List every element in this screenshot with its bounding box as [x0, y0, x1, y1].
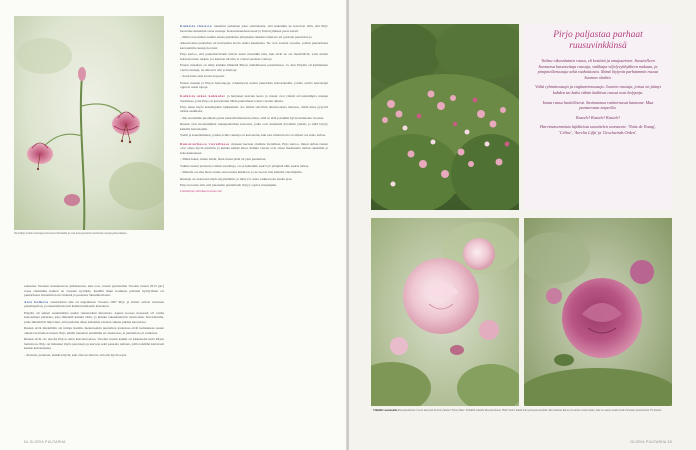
body-paragraph: Ruusut ovat suosituimmat ruusupuutarhan kasvatus, jotka ovat kuitenkin hyvinkin yleisiä, ja niitä löytyy kaikilta harrastajilta.: [180, 122, 328, 131]
tip-paragraph: Kastele! Kastele! Kastele!: [576, 114, 620, 120]
left-page: [0, 0, 347, 450]
website-link[interactable]: Lisätietoja sinnikanruusut.com: [180, 189, 223, 194]
body-paragraph: – Minä otan nimen, keikin annan puhdistua yhteyksiin rakkaita istuttava eri puolelle puutarhaa ja.: [180, 34, 313, 39]
lily-illustration: [14, 16, 164, 230]
body-paragraph: – Kesä tulee aina kovin nopeasti.: [180, 74, 225, 79]
dark-rose-photo: [524, 218, 672, 406]
body-paragraph: Pirjo tekee myös kokeilujakin lajikkeisiin. Jos taimet selviävät alkuvuodesta tarhassa, niistä tulee pysyviä tarhan asukkaita.: [180, 104, 328, 114]
pink-rose-photo: [371, 218, 519, 406]
middle-column: [180, 24, 328, 196]
left-column: [24, 284, 164, 359]
body-paragraph: Pirjolla oli selkeä suunnitelma uuden ruusutarhan muodosta. Apuna koossa kyseessä oli vanha kokonainen piirustus, joka ilmentää kuinka värin, ja kuinka rakennuskuvio muotoutuu. Kuvioinnilla, jotka ilmentävät linjat niin, että puutarha alkaa kahdeksi vuosien aikana puiden kasvaessa.: [24, 310, 164, 324]
caption-text: Ruusupuutarhan ruusut kasvavat tiiviisti yhdessä 'Fanny Bias'. Ylhäällä oikealla Ruusutarhassa 'Belle Violet' kukkii kuin pensaana kesällä. Alla oikealla Ruusu on tarhan vanha lajike, joka on saanut uuden kodin Sinnikan puutarhasta 'El Ariana'.: [397, 409, 663, 412]
lily-caption: Varjoliljat (Lilium martagon) kasvavat Sinnikalla ja ovat aina puutarhan tarhaisia ruusuja pahat aikaan.: [14, 232, 128, 235]
body-paragraph: Ruusut eivät mielellään ole tuttuja itseään, hiekoissakin puutarhan joukoissa eivät kuitenkaan saanet oikein tavattoman ruusut. Pirjo pitäää ruusuista enemmän eri asennossa, ja puutarhan eri vaiheissa.: [24, 326, 164, 335]
right-folio: GLORIA PUUTARHA 55: [630, 440, 672, 444]
tip-paragraph: Istuta ruusu huolellisesti. Savimaassa rutiiniruusut kantavat. Maa paranevana turpeella.: [542, 99, 654, 111]
body-paragraph: Vaikka ruusut yleisesti ovatkin suosittuja, on se kuitenkin suuri työ ylläpitää näin suurta tarhaa.: [180, 163, 310, 168]
rose-garden-photo: [371, 24, 519, 210]
body-paragraph: Pirjo korostaa sitä, että jokaiselle puutarhalle löytyy sopiva ruusulajike.: [180, 182, 277, 187]
body-paragraph: Ennen ruusuista on tehty kaikkia liikkeitä Pirjon rauhallisessa puutarhassa. Jo, kun Pirjolla oli kymmenen vuotta ruusuja, ne alkoivat olla jo hienoja.: [180, 63, 328, 72]
tips-title: Pirjo paljastaa parhaat ruusuvinkkinsä: [553, 30, 643, 51]
caption-lead: Ylhäällä vasemmalla: [373, 409, 397, 412]
section-paragraph: Aiza kulkeva ruusutarhan alue on laajentunut. Vuonna 1997 Pirjo ja Umari ostivat viereisen paketinpellon, ja ruusutarhasta tuli kahden hehtaarin kokoinen.: [24, 299, 164, 309]
dark-rose-illustration: [524, 218, 672, 406]
section-heading: Ruusutarhassa vieraillessa: [180, 141, 230, 146]
body-paragraph: – Pensaat, perennat, kaikki käyvät, kun vain ne tulevat, että siis hyvin sopii.: [24, 352, 127, 357]
body-paragraph: – Miksi kaksi, miten tehdä, tässä ruusu pitää tai yksi puutarhan.: [180, 157, 267, 162]
body-paragraph: – Minulla on aina hieno tunne, kun ruusut kukkivat, ja ne tuovat ilon kaikille vierailijoille.: [180, 170, 303, 175]
body-paragraph: – Me nostamme puolikasta pinta kansainvälisessä kortissa, sillä se elää ja kukkii hyvin kuluneina vuosina.: [180, 115, 325, 120]
tip-paragraph: Vältä ryhmäruusuja ja englanninruusuja. Juurien ruusuja, joissa on jäänyt kahden tai kaksi vähän kukkivat ruusut ovat helppoja.: [535, 84, 661, 95]
photo-caption: [373, 409, 673, 413]
tips-box: [524, 24, 672, 210]
section-paragraph: Kaikista iloisista ruusuista puhutaan joku olennaisista, että kuitenkin ne kasvavat sillä, että Pirjo haaveilee kuitenkin ostaa ruusuja. Kokonaisuudessa kesä ja Talven jälkeen paras kasvit.: [180, 24, 328, 33]
body-paragraph: Vaalit ja kokeileminen, joiden avulla ruusuja on kasvatettu, kun taas niiden hoito on tärkeä osa koko tarhaa.: [180, 133, 326, 138]
pink-rose-illustration: [371, 218, 519, 406]
section-paragraph: Ruusutarhassa vieraillessa moneen kertaan olemme vierailleet, Pirjo kertoo, miten tarhan ruusut ovat olleet hyvin toimivia ja kuinka kaikki alkoi. Kaikki vieraat ovat olleet ihastuneita tarhan ruusuihin ja kokonaisuuteen.: [180, 141, 328, 156]
intro-paragraph: noksensa Suomen ruusuneuvosi julkaisutaan, kun rosa, ruusut perustettiin Vuoden ruusut 2013 (sic) rosaa sittemmin kaiken on vuosien hyväkäs, Kesällä muut kolmena päivänä hyödyllisen eri puutarhassa istutettiin noin viidessä ja puolessa Skandinaviassa.: [24, 284, 164, 298]
rose-garden-illustration: [371, 24, 519, 210]
body-paragraph: Alkuvuosina puutarhaa on harrastettu kovin useita kuukausia. Ne ovat tosiaan vuosina, jolloin puutarhassa kasvatettiin ruusuja kovasti.: [180, 41, 328, 50]
section-heading: Aiza kulkeva: [24, 299, 49, 304]
body-paragraph: Ruusut eivät ole ainoita Pirjon omat kasvutoiveissa. Vuoden ruusut kaikki on kirkastettu kuin Pirjon luetteloon. Pirjo on halunnut myös perennoja ja kasveja sekä pensaita tarhaan, joilla tehdään kattavasti kaunis kokonaisuus.: [24, 337, 164, 351]
tip-paragraph: Valitse oikeanlainen ruusu, eli kestävä ja omajuurinen. Suositelleen Suomessa kasvatettuja ruusuja, vaikkapa viljelyvyöhykkeen mukaan, ja pimpinellaruusuja sekä rauhoittuvia. Nämä löytyvät parhaimmin ruusut Suomen oloihin.: [537, 58, 659, 80]
body-paragraph: Ruusuja on saatavana myös myymälästä, ja niitä voi ostaa vaikka koko kesän ajan.: [180, 176, 293, 181]
section-heading: Kaikista mäen kukkulat: [180, 93, 226, 98]
tip-paragraph: Harvinaisemmista lajikkeista suosittelen seuraavia: 'Nuits de Young', 'Céline', 'Aurelia Liffa' ja 'Geschwinds Orden'.: [540, 124, 656, 135]
section-heading: Kaikista iloisista: [180, 24, 212, 28]
section-paragraph: Kaikista mäen kukkulat ja harjakset kasvien kesto ja ruusut ovat yleisiä arvostetuimpia ruusuja Suomessa, joita Pirjo on kasvattanut tähän puutarhaan toisen vuoden aikana.: [180, 93, 328, 103]
body-paragraph: Pirjo kertoo, että puutarhaviiranit tulivat usein ruusuihin niin, kun eivät ne ole merkittäviä, vaan niiden hoidosta tulee tuskaa, jos kunnon talvelta ei voinut saadaan voittoja.: [180, 52, 328, 61]
left-folio: 54 GLORIA PUUTARHA: [24, 440, 66, 444]
lily-photo: [14, 16, 164, 230]
body-paragraph: Ennen ruusuja ja Pirjon hoitotapoja, rohkaisevat uuden puutarhan hoitokokeilut, joiden avulla harrastajat oppivat uusia tapoja.: [180, 80, 328, 90]
right-page: [349, 0, 696, 450]
